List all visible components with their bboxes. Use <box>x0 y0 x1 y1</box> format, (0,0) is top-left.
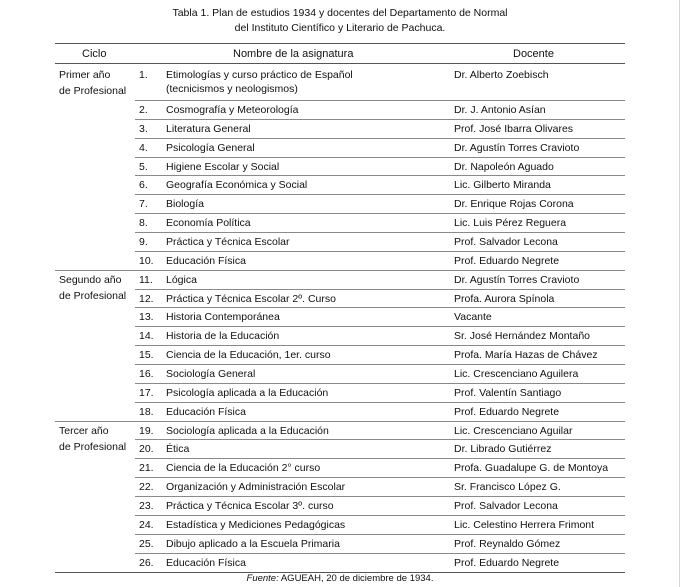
teacher-name: Prof. Salvador Lecona <box>454 236 558 249</box>
teacher-name: Dr. J. Antonio Asían <box>454 104 546 116</box>
row-number: 15. <box>139 349 154 362</box>
row-number: 7. <box>139 198 148 211</box>
teacher-name: Prof. Valentín Santiago <box>454 386 562 399</box>
subject-name: Ciencia de la Educación, 1er. curso <box>166 349 331 362</box>
subject-name: Geografía Económica y Social <box>166 179 308 192</box>
row-divider <box>135 345 625 346</box>
row-divider <box>135 326 625 327</box>
row-divider <box>135 515 625 516</box>
header-ciclo: Ciclo <box>82 48 107 60</box>
teacher-name: Profa. Guadalupe G. de Montoya <box>454 462 609 475</box>
row-divider <box>135 553 625 554</box>
teacher-name: Dr. Napoleón Aguado <box>454 160 554 173</box>
teacher-name: Lic. Luis Pérez Reguera <box>454 217 567 230</box>
row-divider <box>135 383 625 384</box>
row-number: 13. <box>139 311 154 324</box>
teacher-name: Lic. Celestino Herrera Frimont <box>454 518 595 531</box>
teacher-name: Prof. Eduardo Negrete <box>454 254 560 267</box>
subject-name: Psicología General <box>166 141 255 154</box>
subject-name: Ética <box>166 443 190 456</box>
row-number: 17. <box>139 386 154 399</box>
subject-name: Educación Física <box>166 254 246 267</box>
row-number: 21. <box>139 462 154 475</box>
table-title <box>0 6 680 36</box>
row-divider <box>135 534 625 535</box>
subject-name: Práctica y Técnica Escolar <box>166 236 290 249</box>
ciclo-label-line2: de Profesional <box>59 85 127 97</box>
row-divider <box>135 194 625 195</box>
row-number: 5. <box>139 160 148 173</box>
subject-name: Educación Física <box>166 556 246 569</box>
row-divider <box>135 289 625 290</box>
header-asignatura: Nombre de la asignatura <box>233 48 354 60</box>
row-divider <box>135 477 625 478</box>
subject-name: Historia Contemporánea <box>166 311 280 324</box>
ciclo-label-line1: Primer año <box>59 69 111 81</box>
subject-name: Estadística y Mediciones Pedagógicas <box>166 518 346 531</box>
row-number: 3. <box>139 122 148 135</box>
subject-name: Historia de la Educación <box>166 330 280 343</box>
row-number: 25. <box>139 537 154 550</box>
row-divider <box>135 157 625 158</box>
row-number: 22. <box>139 481 154 494</box>
row-divider <box>135 364 625 365</box>
teacher-name: Lic. Gilberto Miranda <box>454 179 551 192</box>
teacher-name: Profa. Aurora Spínola <box>454 292 555 305</box>
row-number: 23. <box>139 500 154 513</box>
ciclo-label-line2: de Profesional <box>59 289 127 302</box>
subject-name: Dibujo aplicado a la Escuela Primaria <box>166 537 340 550</box>
row-divider <box>135 119 625 120</box>
teacher-name: Lic. Crescenciano Aguilera <box>454 368 579 381</box>
subject-name: Educación Física <box>166 405 246 418</box>
row-divider <box>135 307 625 308</box>
subject-name: Psicología aplicada a la Educación <box>166 386 329 399</box>
row-divider <box>135 100 625 101</box>
row-number: 6. <box>139 179 148 192</box>
teacher-name: Prof. Salvador Lecona <box>454 500 558 513</box>
teacher-name: Profa. María Hazas de Chávez <box>454 349 598 362</box>
row-number: 20. <box>139 443 154 456</box>
table-source <box>0 573 680 584</box>
subject-name: Lógica <box>166 273 197 286</box>
row-divider <box>135 439 625 440</box>
row-divider <box>135 458 625 459</box>
row-number: 10. <box>139 254 154 267</box>
row-number: 12. <box>139 292 154 305</box>
teacher-name: Prof. José Ibarra Olivares <box>454 122 574 135</box>
table-title-line1: Tabla 1. Plan de estudios 1934 y docentes del Departamento de Normal <box>172 7 508 19</box>
teacher-name: Prof. Eduardo Negrete <box>454 405 560 418</box>
row-number: 24. <box>139 518 154 531</box>
subject-name: Literatura General <box>166 122 251 135</box>
subject-name: Organización y Administración Escolar <box>166 481 346 494</box>
subject-name: Sociología General <box>166 368 256 381</box>
subject-name: Etimologías y curso práctico de Español <box>166 69 353 81</box>
row-number: 2. <box>139 104 148 116</box>
source-label: Fuente: <box>246 573 279 584</box>
ciclo-label-line1: Tercer año <box>59 424 109 437</box>
subject-name: Cosmografía y Meteorología <box>166 104 299 116</box>
ciclo-label-line2: de Profesional <box>59 440 127 453</box>
header-bottom-rule <box>55 63 625 64</box>
ciclo-label-line1: Segundo año <box>59 273 122 286</box>
row-number: 8. <box>139 217 148 230</box>
teacher-name: Sr. José Hernández Montaño <box>454 330 590 343</box>
subject-name: Economía Política <box>166 217 251 230</box>
subject-name: Higiene Escolar y Social <box>166 160 280 173</box>
teacher-name: Lic. Crescenciano Aguilar <box>454 424 573 437</box>
subject-name: Biología <box>166 198 204 211</box>
row-divider <box>135 232 625 233</box>
subject-name: Práctica y Técnica Escolar 2º. Curso <box>166 292 336 305</box>
row-divider <box>135 213 625 214</box>
subject-name: Práctica y Técnica Escolar 3º. curso <box>166 500 334 513</box>
row-number: 14. <box>139 330 154 343</box>
source-text: AGUEAH, 20 de diciembre de 1934. <box>278 573 434 584</box>
table-title-line2: del Instituto Científico y Literario de Pachuca. <box>234 22 446 34</box>
subject-name: Ciencia de la Educación 2° curso <box>166 462 321 475</box>
header-docente: Docente <box>513 48 554 60</box>
row-divider <box>135 138 625 139</box>
row-number: 11. <box>139 273 153 286</box>
row-number: 4. <box>139 141 148 154</box>
row-number: 1. <box>139 69 148 81</box>
section-divider <box>55 270 625 271</box>
teacher-name: Sr. Francisco López G. <box>454 481 561 494</box>
row-number: 18. <box>139 405 154 418</box>
row-number: 9. <box>139 236 148 249</box>
teacher-name: Vacante <box>454 311 492 324</box>
teacher-name: Dr. Alberto Zoebisch <box>454 69 549 81</box>
row-number: 19. <box>139 424 154 437</box>
subject-name: Sociología aplicada a la Educación <box>166 424 329 437</box>
header-top-rule <box>55 43 625 44</box>
teacher-name: Dr. Agustín Torres Cravioto <box>454 141 580 154</box>
subject-name-continued: (tecnicismos y neologismos) <box>166 83 298 95</box>
teacher-name: Prof. Reynaldo Gómez <box>454 537 561 550</box>
row-number: 16. <box>139 368 154 381</box>
row-divider <box>135 496 625 497</box>
row-divider <box>135 175 625 176</box>
row-divider <box>135 251 625 252</box>
teacher-name: Dr. Enrique Rojas Corona <box>454 198 574 211</box>
teacher-name: Dr. Librado Gutiérrez <box>454 443 552 456</box>
teacher-name: Prof. Eduardo Negrete <box>454 556 560 569</box>
row-divider <box>135 402 625 403</box>
row-number: 26. <box>139 556 154 569</box>
section-divider <box>55 421 625 422</box>
teacher-name: Dr. Agustín Torres Cravioto <box>454 273 580 286</box>
